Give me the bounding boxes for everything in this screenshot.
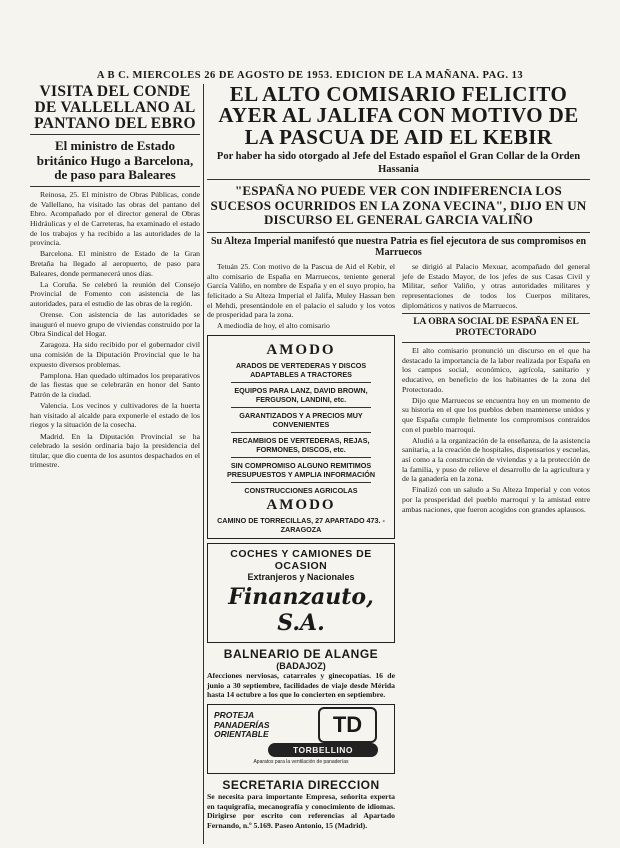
amodo-ad <box>207 335 395 539</box>
torbellino-ad <box>207 704 395 774</box>
torbellino-logo: TD <box>318 707 377 743</box>
article-columns <box>207 262 590 832</box>
finanzauto-ad <box>207 543 395 643</box>
left-paragraph: Valencia. Los vecinos y cultivadores de la huerta han visitado al alcalde para exponerle el estado de los riegos y la situación de la cosecha. <box>30 401 200 430</box>
column-divider <box>203 84 204 844</box>
amodo-address: CAMINO DE TORRECILLAS, 27 APARTADO 473. - ZARAGOZA <box>217 516 385 535</box>
divider <box>30 134 200 135</box>
left-paragraph: Madrid. En la Diputación Provincial se ha celebrado la sesión ordinaria bajo la presidencia del titular, que dio cuenta de los asuntos despachados en el trimestre. <box>30 431 200 470</box>
article-subhead: LA OBRA SOCIAL DE ESPAÑA EN EL PROTECTORADO <box>413 317 579 339</box>
main-deck: Por haber ha sido otorgado al Jefe del Estado español el Gran Collar de la Orden Hassania <box>216 151 581 175</box>
ad-line: ARADOS DE VERTEDERAS Y DISCOS ADAPTABLES A TRACTORES <box>235 361 367 380</box>
left-paragraph: Pamplona. Han quedado ultimados los preparativos de las fiestas que se celebrarán en honor del Santo Patrón de la ciudad. <box>30 370 200 400</box>
balneario-title: BALNEARIO DE ALANGE <box>223 647 379 662</box>
article-paragraph: Dijo que Marruecos se encuentra hoy en un momento de su historia en el que los pueblos deben mantenerse unidos y que España cumple fielmente los compromisos contraídos con el pueblo marroquí. <box>402 395 590 434</box>
secretaria-text: Se necesita para importante Empresa, señorita experta en taquigrafía, mecanografía y conocimiento de idiomas. Dirigirse por escrito con referencias al Apartado Fernando, n.º 5.169. Paseo Antonio, 15 (Madrid). <box>207 791 395 830</box>
amodo-subtitle: CONSTRUCCIONES AGRICOLAS <box>244 486 358 496</box>
second-deck: Su Alteza Imperial manifestó que nuestra Patria es fiel ejecutora de sus compromisos en Marruecos <box>210 235 587 259</box>
right-column <box>207 84 590 844</box>
balneario-place: (BADAJOZ) <box>276 661 326 672</box>
finanzauto-brand: Finanzauto, S.A. <box>228 584 374 637</box>
divider <box>402 313 590 314</box>
left-subhead: El ministro de Estado británico Hugo a Barcelona, de paso para Baleares <box>36 138 194 183</box>
secretaria-title: SECRETARIA DIRECCION <box>222 777 380 792</box>
article-paragraph: se dirigió al Palacio Mexuar, acompañado del general jefe de Estado Mayor, de los jefes de sus Casas Civil y Militar, señor Valiño, y otras autoridades militares y representaciones de todos los Cuerpos militares, diplomáticos y nativos de Marruecos. <box>402 262 590 310</box>
divider <box>231 382 371 383</box>
subcolumn-right <box>402 262 590 832</box>
finanzauto-sub: Extranjeros y Nacionales <box>247 572 355 583</box>
divider <box>231 407 371 408</box>
article-paragraph: A mediodía de hoy, el alto comisario <box>217 321 330 331</box>
left-headline: VISITA DEL CONDE DE VALLELLANO AL PANTANO DEL EBRO <box>34 84 196 132</box>
ad-line: SIN COMPROMISO ALGUNO REMITIMOS PRESUPUESTOS Y AMPLIA INFORMACIÓN <box>226 461 376 480</box>
finanzauto-title: COCHES Y CAMIONES DE OCASION <box>230 548 372 573</box>
divider <box>207 179 590 180</box>
masthead: A B C. MIERCOLES 26 DE AGOSTO DE 1953. EDICION DE LA MAÑANA. PAG. 13 <box>96 70 524 81</box>
divider <box>231 432 371 433</box>
divider <box>207 232 590 233</box>
second-headline: "ESPAÑA NO PUEDE VER CON INDIFERENCIA LOS SUCESOS OCURRIDOS EN LA ZONA VECINA", DIJO EN UN DISCURSO EL GENERAL GARCIA VALIÑO <box>210 182 587 228</box>
subcolumn-left <box>207 262 395 832</box>
divider <box>231 457 371 458</box>
ad-line: GARANTIZADOS Y A PRECIOS MUY CONVENIENTES <box>239 411 363 430</box>
torbellino-text: PROTEJA PANADERÍAS ORIENTABLE <box>214 709 270 740</box>
torbellino-fine: Aparatos para la ventilación de panaderías <box>253 758 349 765</box>
article-paragraph: Finalizó con un saludo a Su Alteza Imperial y con votos por la prosperidad del pueblo marroquí y la amistad entre ambas naciones, que fueron acogidos con grandes aplausos. <box>402 485 590 514</box>
left-column <box>30 84 200 844</box>
left-paragraph: Orense. Con asistencia de las autoridades se inauguró el nuevo grupo de viviendas construido por la Obra Sindical del Hogar. <box>30 310 200 339</box>
article-paragraph: El alto comisario pronunció un discurso en el que ha destacado la importancia de la labor realizada por España en los campos social, económico, agrícola, sanitario y educativo, en beneficio de los habitantes de la zona del Protectorado. <box>402 346 590 394</box>
divider <box>402 342 590 343</box>
balneario-ad <box>207 647 395 700</box>
article-paragraph: Tetuán 25. Con motivo de la Pascua de Aid el Kebir, el alto comisario de España en Marruecos, teniente general García Valiño, en nombre de España y en el suyo propio, ha felicitado a Su Alteza Imperial el Jalifa, Muley Hassan ben el Mehdi, presentándole en el palacio el saludo y los votos de prosperidad para la zona. <box>207 262 395 320</box>
main-headline: EL ALTO COMISARIO FELICITO AYER AL JALIFA CON MOTIVO DE LA PASCUA DE AID EL KEBIR <box>218 84 579 149</box>
balneario-text: Afecciones nerviosas, catarrales y ginecopatías. 16 de junio a 30 septiembre, facilidades de viaje desde Mérida hasta 14 octubre a los que lo concierten en septiembre. <box>207 671 395 700</box>
left-paragraph: Reinosa, 25. El ministro de Obras Públicas, conde de Vallellano, ha visitado las obras del pantano del Ebro. Acompañado por el director general de Obras Hidráulicas y el de Carreteras, ha examinado el estado de los trabajos y ha recibido a las autoridades de la provincia. <box>30 190 200 248</box>
article-paragraph: Aludió a la organización de la enseñanza, de la asistencia sanitaria, a la creación de hospitales, dispensarios y escuelas, así como a la construcción de viviendas y a la protección de la familia, y puso de relieve el desarrollo de la agricultura y de la ganadería en la zona. <box>402 435 590 484</box>
left-paragraph: La Coruña. Se celebró la reunión del Consejo Provincial de Fomento con asistencia de las autoridades, para el estudio de las obras de la región. <box>30 279 200 308</box>
left-paragraph: Barcelona. El ministro de Estado de la Gran Bretaña ha llegado al aeropuerto, de paso para Baleares, donde permanecerá unos días. <box>30 249 200 278</box>
secretaria-ad <box>207 778 395 831</box>
ad-line: EQUIPOS PARA LANZ, DAVID BROWN, FERGUSON, LANDINI, etc. <box>234 386 368 405</box>
amodo-brand: AMODO <box>266 342 336 359</box>
amodo-brand-2: AMODO <box>266 497 336 514</box>
ad-line: RECAMBIOS DE VERTEDERAS, REJAS, FORMONES, DISCOS, etc. <box>232 436 370 455</box>
divider <box>30 186 200 187</box>
left-paragraph: Zaragoza. Ha sido recibido por el gobernador civil una comisión de la Diputación Provincial que le ha expuesto diversos problemas. <box>30 340 200 369</box>
torbellino-brand: TORBELLINO <box>268 743 378 757</box>
divider <box>231 482 371 483</box>
